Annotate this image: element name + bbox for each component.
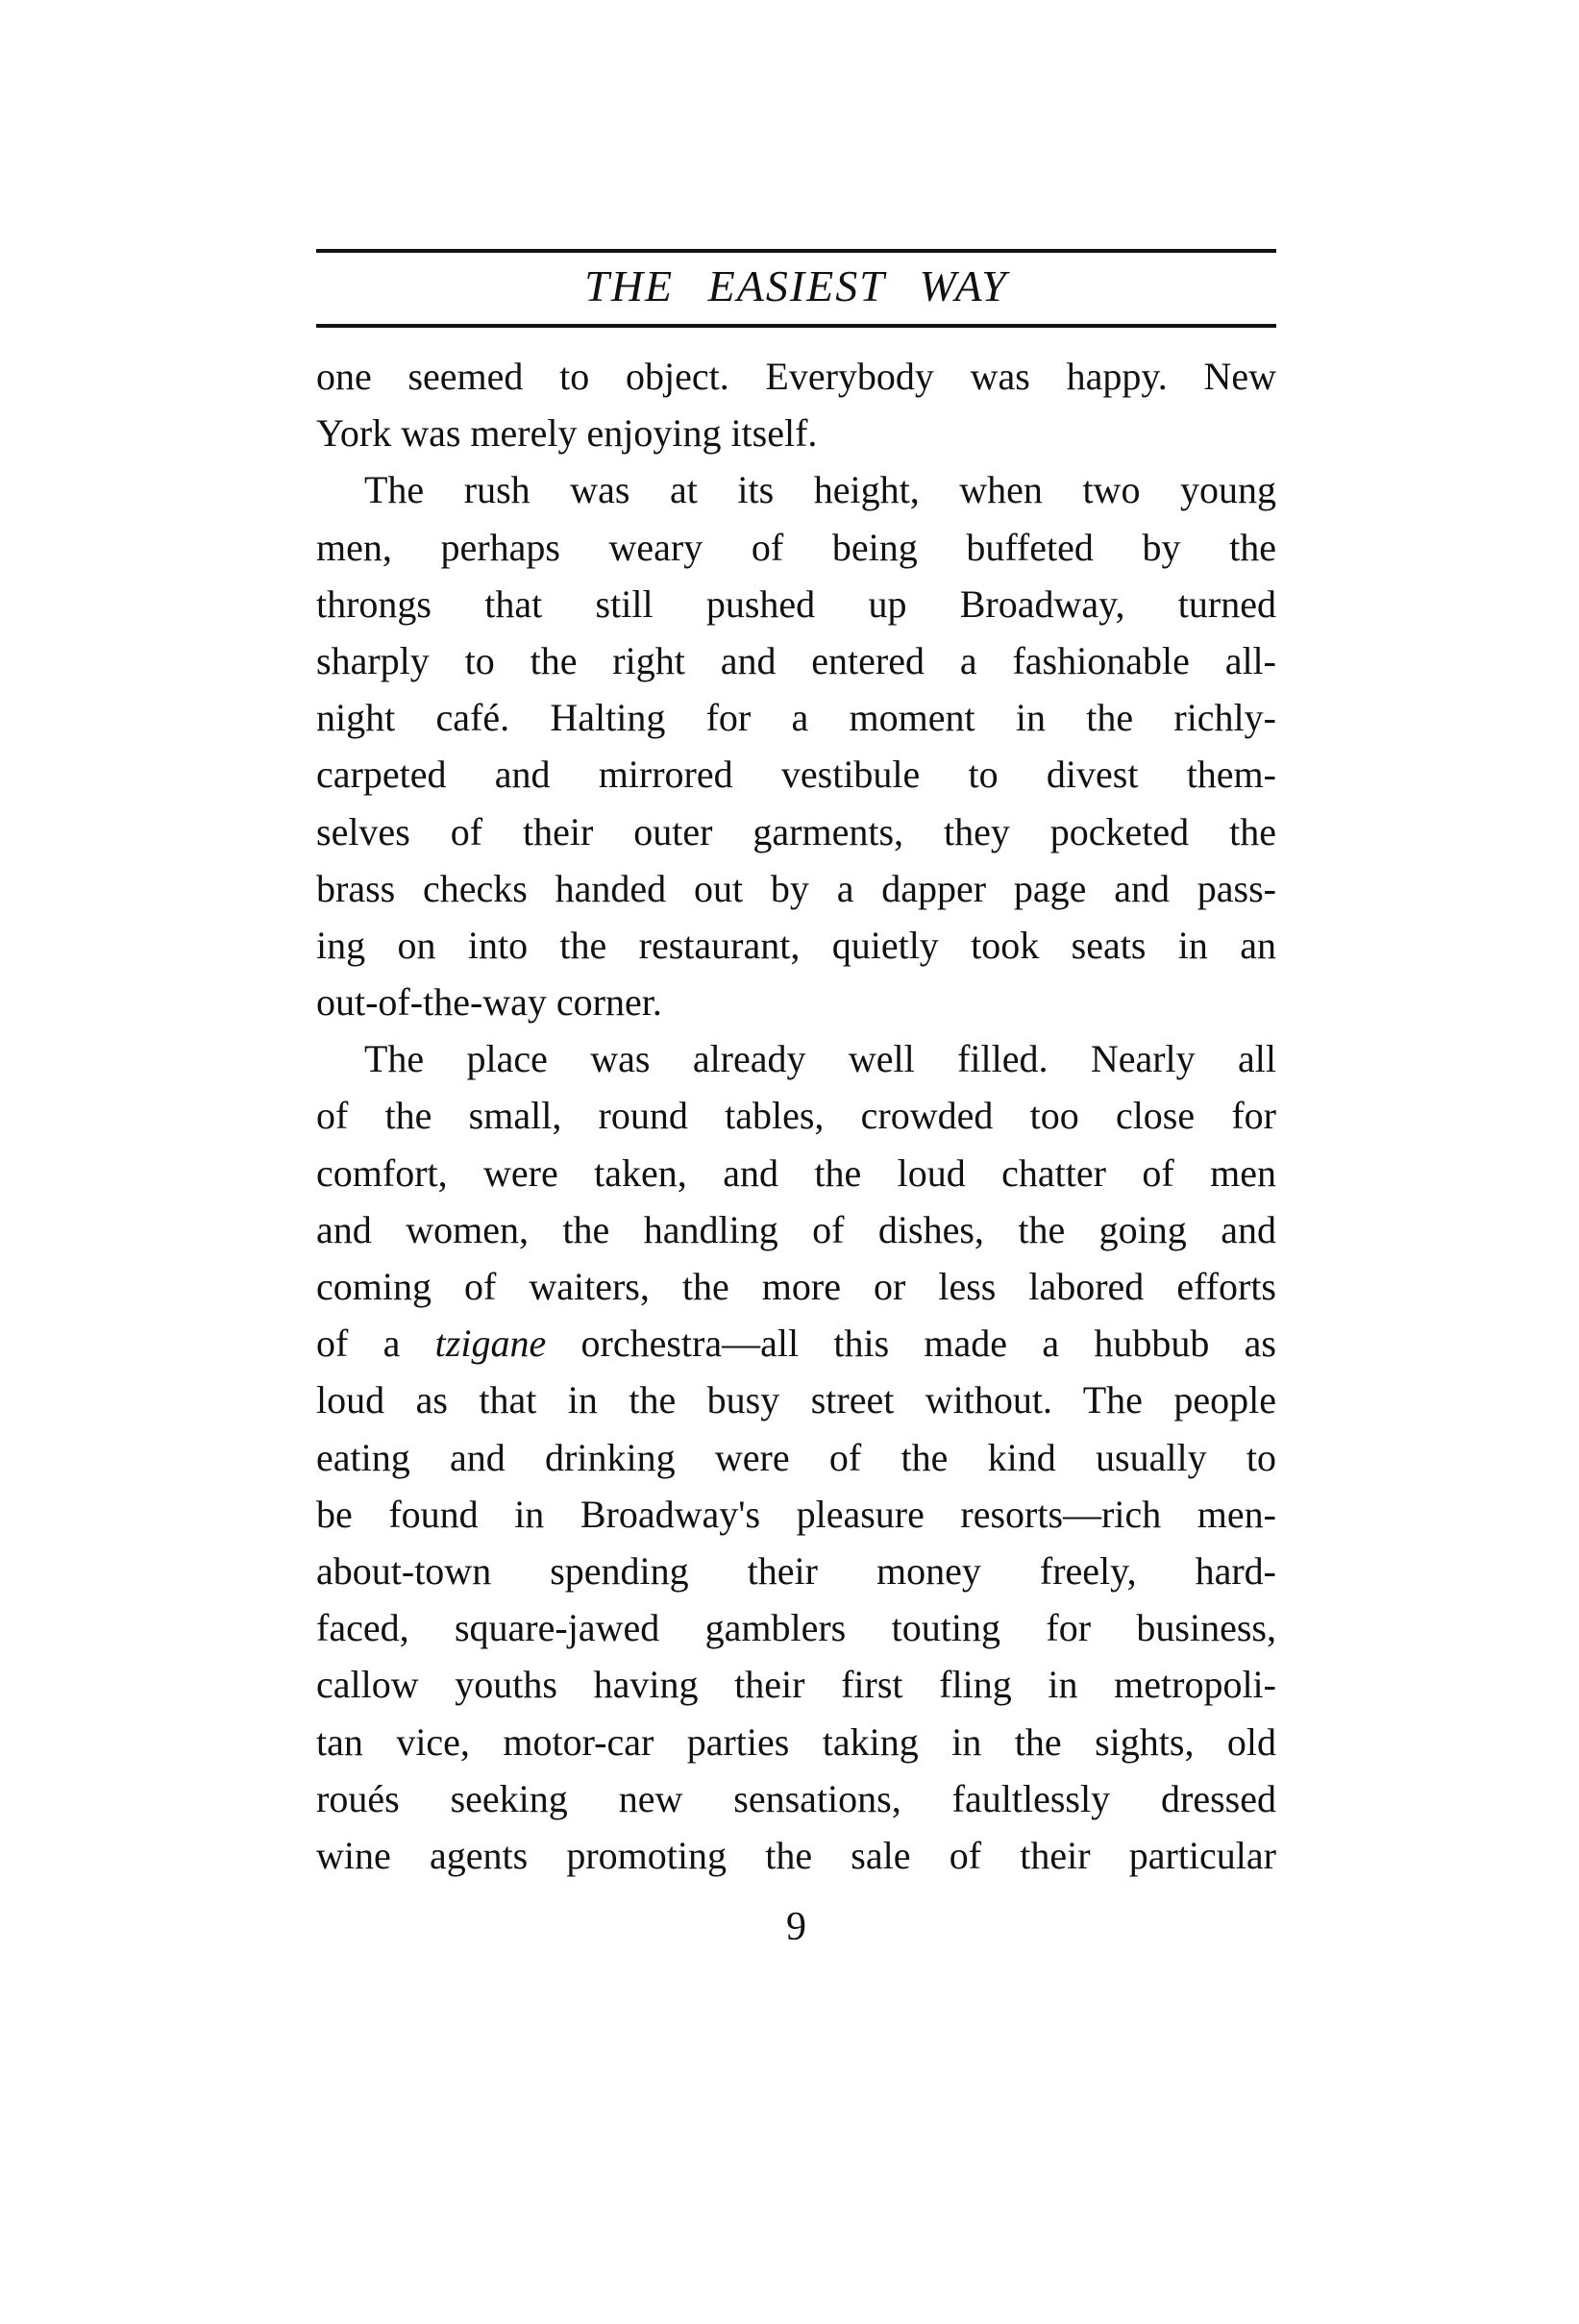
text-line: eating and drinking were of the kind usually to: [316, 1435, 1276, 1479]
text-line: callow youths having their first fling in metropoli-: [316, 1663, 1276, 1707]
text-line: one seemed to object. Everybody was happy. New: [316, 355, 1276, 398]
text-line: loud as that in the busy street without. The people: [316, 1378, 1276, 1422]
running-head: THE EASIEST WAY: [584, 261, 1008, 310]
text-line: out-of-the-way corner.: [316, 980, 662, 1025]
text-line-with-italic: [316, 1315, 1276, 1372]
text-line: roués seeking new sensations, faultlessly dressed: [316, 1776, 1276, 1820]
text-line: York was merely enjoying itself.: [316, 411, 818, 456]
text-line: about-town spending their money freely, hard-: [316, 1548, 1276, 1593]
text-line: selves of their outer garments, they pocketed the: [316, 809, 1276, 853]
text-line: and women, the handling of dishes, the going and: [316, 1207, 1276, 1251]
text-run: of a: [316, 1322, 435, 1366]
italic-word: tzigane: [434, 1322, 547, 1366]
text-line: The place was already well filled. Nearly all: [364, 1037, 1276, 1081]
text-line: comfort, were taken, and the loud chatter of men: [316, 1150, 1276, 1195]
text-line: men, perhaps weary of being buffeted by the: [316, 525, 1276, 569]
text-line: faced, square-jawed gamblers touting for business,: [316, 1606, 1276, 1650]
body-text: [316, 348, 1276, 1884]
text-line: tan vice, motor-car parties taking in the sights, old: [316, 1719, 1276, 1764]
text-line: be found in Broadway's pleasure resorts—rich men-: [316, 1492, 1276, 1536]
header-rule-top: [316, 249, 1276, 253]
header-rule-bottom: [316, 324, 1276, 328]
text-line: night café. Halting for a moment in the richly-: [316, 696, 1276, 740]
text-line: of the small, round tables, crowded too close for: [316, 1094, 1276, 1138]
text-line: throngs that still pushed up Broadway, turned: [316, 581, 1276, 626]
text-line: ing on into the restaurant, quietly took seats in an: [316, 923, 1276, 967]
page-number: 9: [786, 1905, 806, 1949]
text-line: sharply to the right and entered a fashionable all-: [316, 638, 1276, 682]
text-line: wine agents promoting the sale of their particular: [316, 1833, 1276, 1877]
text-line: carpeted and mirrored vestibule to divest them-: [316, 753, 1276, 797]
text-run: orchestra—all this made a hubbub as: [546, 1322, 1276, 1366]
text-line: The rush was at its height, when two young: [364, 468, 1276, 512]
text-line: coming of waiters, the more or less labored efforts: [316, 1265, 1276, 1308]
text-line: brass checks handed out by a dapper page and pass-: [316, 866, 1276, 910]
